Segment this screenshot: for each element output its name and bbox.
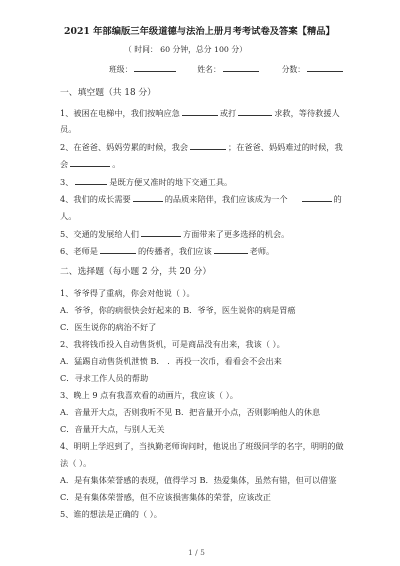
choice-question-2-options-ab: A．猛踢自动售货机泄愤 B． ．再投一次币，看看会不会出来 [60,356,282,366]
question-text: 6、老师是 [60,246,98,256]
answer-blank[interactable] [141,228,181,237]
fill-question-5 [60,228,289,239]
fill-question-6 [60,245,274,256]
fill-question-2-cont [60,158,120,169]
question-text: 3、 [60,177,74,187]
answer-blank[interactable] [70,158,110,167]
name-label: 姓名： [197,65,221,74]
section-heading-multiple-choice: 二、选择题（每小题 2 分，共 20 分） [60,267,212,277]
class-label: 班级： [109,65,133,74]
section-heading-fill-blank: 一、填空题（共 18 分） [60,88,156,98]
choice-question-1: 1、爷爷得了重病，你会对他说（ ）。 [60,288,195,298]
choice-question-4-options-ab: A．是有集体荣誉感的表现，值得学习 B．热爱集体，虽然有错，但可以借鉴 [60,475,337,485]
choice-question-4-cont: 法（ ）。 [60,458,92,468]
question-text: 2、在爸爸、妈妈劳累的时候，我会 [60,142,189,152]
question-text: 会 [60,159,69,169]
answer-blank[interactable] [75,176,107,185]
question-text: 的 [333,194,342,204]
question-text: 4、我们的成长需要 [60,194,131,204]
choice-question-3-options-ab: A．音量开大点，否则我听不见 B．把音量开小点，否则影响他人的休息 [60,407,321,417]
fill-question-1-cont: 员。 [60,124,77,134]
page-title: 2021 年部编版三年级道德与法治上册月考考试卷及答案【精品】 [64,26,335,37]
answer-blank[interactable] [133,193,163,202]
answer-blank[interactable] [302,193,332,202]
score-label: 分数： [281,65,306,74]
score-blank[interactable] [307,63,343,72]
exam-meta: （ 时间： 60 分钟，总分 100 分） [124,45,247,54]
question-text: 1、被困在电梯中，我们按响应急 [60,108,180,118]
choice-question-2-option-c: C．寻求工作人员的帮助 [60,373,149,383]
choice-question-3: 3、晚上 9 点有我喜欢看的动画片，我应该（ ）。 [60,390,238,400]
page-number: 1 / 5 [188,548,205,557]
class-blank[interactable] [134,63,176,72]
answer-blank[interactable] [190,141,226,150]
fill-question-3 [60,176,232,187]
fill-question-4-cont: 人。 [60,211,77,221]
fill-question-4 [60,193,342,204]
question-text: 。 [112,159,121,169]
fill-question-1 [60,107,340,118]
choice-question-1-option-c: C．医生说你的病治不好了 [60,322,157,332]
question-text: ；在爸爸、妈妈难过的时候，我 [228,142,343,152]
name-blank[interactable] [223,63,259,72]
question-text: 的传播者，我们应该 [137,246,212,256]
choice-question-4: 4、明明上学迟到了，当执勤老师询问时，他说出了班级同学的名字，明明的做 [60,441,344,451]
student-info-fields [109,63,345,75]
choice-question-5: 5、谁的想法是正确的（ ）。 [60,509,162,519]
question-text: 是既方便又准时的地下交通工具。 [109,177,233,187]
choice-question-3-option-c: C．音量开大点，与别人无关 [60,424,165,434]
choice-question-4-option-c: C．是有集体荣誉感，但不应该损害集体的荣誉，应该改正 [60,492,271,502]
answer-blank[interactable] [100,245,136,254]
question-text: 老师。 [249,246,275,256]
choice-question-2: 2、我将钱币投入自动售货机，可是商品没有出来，我该（ ）。 [60,339,285,349]
fill-question-2 [60,141,343,152]
question-text: 或打 [219,108,237,118]
question-text: 的品质来陪伴，我们应该成为一个 [164,194,288,204]
answer-blank[interactable] [182,107,218,116]
question-text: 5、交通的发展给人们 [60,229,139,239]
question-text: 求救，等待救援人 [274,108,340,118]
answer-blank[interactable] [214,245,248,254]
choice-question-1-options-ab: A．爷爷，你的病很快会好起来的 B．爷爷，医生说你的病是胃癌 [60,305,296,315]
answer-blank[interactable] [238,107,272,116]
question-text: 方面带来了更多选择的机会。 [182,229,290,239]
